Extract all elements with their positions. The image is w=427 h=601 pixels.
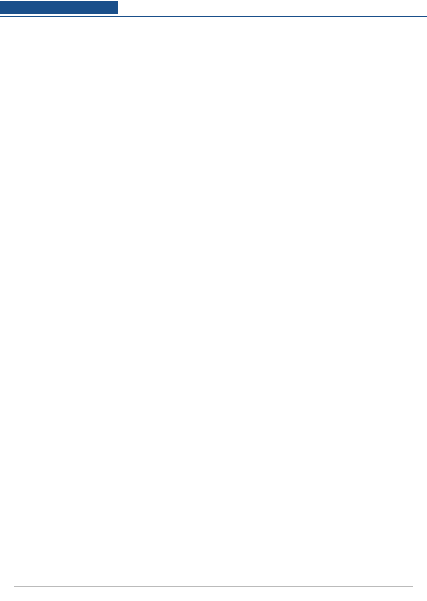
reference-column-right bbox=[217, 22, 414, 334]
abstract bbox=[14, 410, 413, 484]
reference-column-left bbox=[12, 22, 209, 334]
reference-list bbox=[12, 22, 415, 334]
page-footer bbox=[14, 586, 413, 597]
running-header bbox=[0, 0, 427, 17]
journal-name bbox=[0, 1, 118, 14]
